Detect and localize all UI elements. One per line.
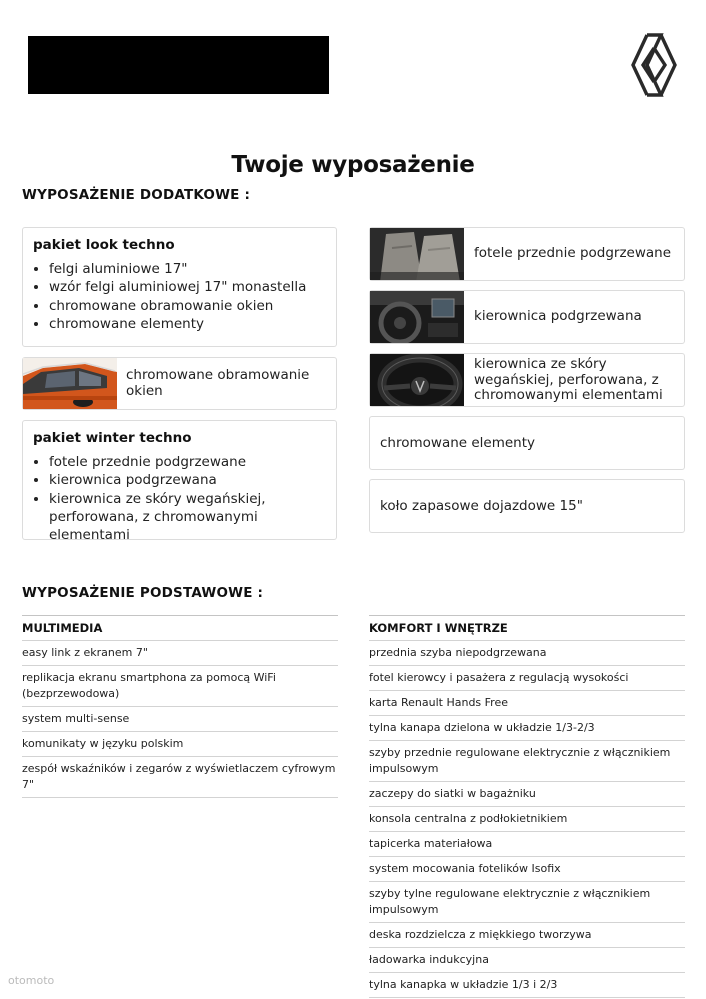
feature-label: fotele przednie podgrzewane	[474, 245, 672, 261]
table-row: system multi-sense	[22, 706, 338, 731]
table-row: szyby przednie regulowane elektrycznie z włącznikiem impulsowym	[369, 740, 685, 781]
table-row: komunikaty w języku polskim	[22, 731, 338, 756]
package-list	[49, 453, 334, 544]
renault-logo-icon	[630, 32, 678, 98]
table-row: konsola centralna z podłokietnikiem	[369, 806, 685, 831]
package-card-look-techno	[22, 227, 337, 347]
feature-label: chromowane obramowanie okien	[126, 367, 310, 399]
table-row: tylna kanapa dzielona w układzie 1/3-2/3	[369, 715, 685, 740]
package-list	[49, 260, 306, 333]
table-header: MULTIMEDIA	[22, 615, 338, 640]
table-row: ładowarka indukcyjna	[369, 947, 685, 972]
feature-card-vegan-leather-wheel	[369, 353, 685, 407]
list-item: • wzór felgi aluminiowej 17" monastella	[49, 278, 306, 296]
list-item: • felgi aluminiowe 17"	[49, 260, 306, 278]
list-item: • kierownica podgrzewana	[49, 471, 334, 489]
list-item: • chromowane obramowanie okien	[49, 297, 306, 315]
table-row: zaczepy do siatki w bagażniku	[369, 781, 685, 806]
multimedia-table	[22, 615, 338, 798]
steering-wheel-photo	[370, 354, 464, 406]
feature-card-heated-seats	[369, 227, 685, 281]
table-row: deska rozdzielcza z miękkiego tworzywa	[369, 922, 685, 947]
feature-label: kierownica ze skóry wegańskiej, perforowana, z chromowanymi elementami	[474, 356, 663, 403]
table-row: easy link z ekranem 7"	[22, 640, 338, 665]
list-item: • fotele przednie podgrzewane	[49, 453, 334, 471]
feature-card-spare-wheel	[369, 479, 685, 533]
package-card-winter-techno	[22, 420, 337, 544]
package-title: pakiet look techno	[33, 237, 175, 253]
section-heading-dodatkowe: WYPOSAŻENIE DODATKOWE :	[22, 187, 251, 203]
table-row: tapicerka materiałowa	[369, 831, 685, 856]
feature-card-chrome-elements	[369, 416, 685, 470]
watermark: otomoto	[8, 974, 55, 987]
table-row: zespół wskaźników i zegarów z wyświetlaczem cyfrowym 7"	[22, 756, 338, 798]
komfort-table	[369, 615, 685, 998]
table-row: szyby tylne regulowane elektrycznie z włącznikiem impulsowym	[369, 881, 685, 922]
page-title: Twoje wyposażenie	[231, 152, 475, 178]
feature-label: kierownica podgrzewana	[474, 308, 642, 324]
table-row: replikacja ekranu smartphona za pomocą WiFi (bezprzewodowa)	[22, 665, 338, 706]
table-row: karta Renault Hands Free	[369, 690, 685, 715]
table-header: KOMFORT I WNĘTRZE	[369, 615, 685, 640]
feature-card-window-trim	[22, 357, 337, 410]
table-row: system mocowania fotelików Isofix	[369, 856, 685, 881]
feature-label: koło zapasowe dojazdowe 15"	[380, 498, 583, 514]
seat-photo	[370, 228, 464, 280]
table-row: fotel kierowcy i pasażera z regulacją wysokości	[369, 665, 685, 690]
feature-card-heated-steering-wheel	[369, 290, 685, 344]
redacted-block	[28, 36, 329, 94]
dashboard-photo	[370, 291, 464, 343]
table-row: przednia szyba niepodgrzewana	[369, 640, 685, 665]
table-row: tylna kanapka w układzie 1/3 i 2/3	[369, 972, 685, 998]
section-heading-podstawowe: WYPOSAŻENIE PODSTAWOWE :	[22, 585, 264, 601]
feature-label: chromowane elementy	[380, 435, 536, 451]
orange-car-window-trim-photo	[23, 358, 117, 409]
package-title: pakiet winter techno	[33, 430, 192, 446]
list-item: • kierownica ze skóry wegańskiej, perforowana, z chromowanymi elementami	[49, 490, 334, 545]
list-item: • chromowane elementy	[49, 315, 306, 333]
